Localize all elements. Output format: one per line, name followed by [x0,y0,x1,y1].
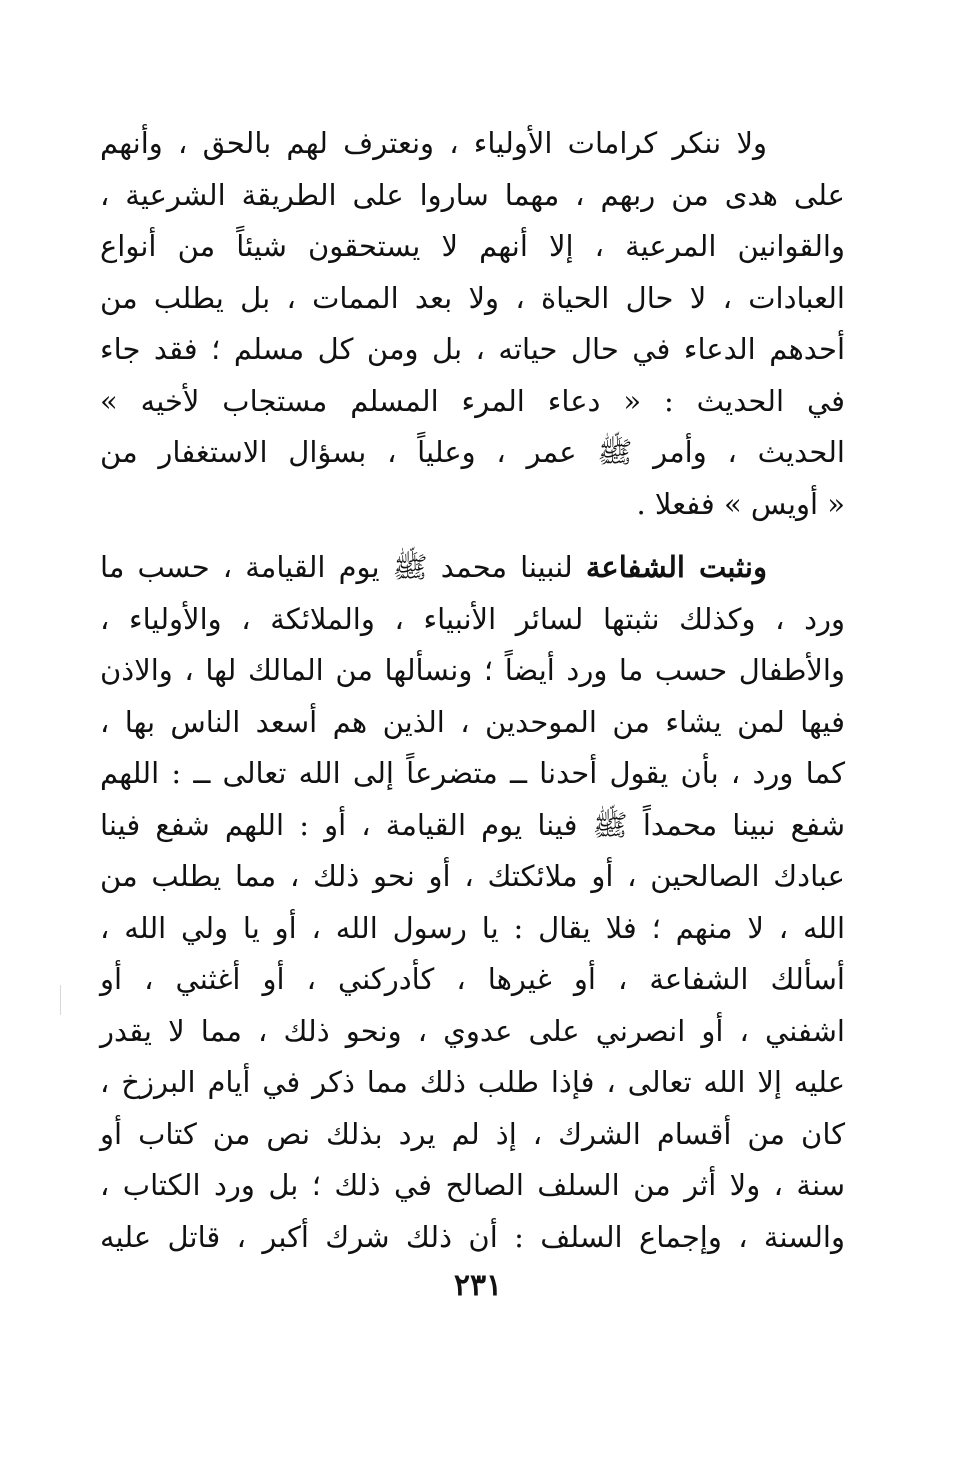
text-line: على هدى من ربهم ، مهما ساروا على الطريقة الشرعية ، [100,177,845,212]
text-line: والقوانين المرعية ، إلا أنهم لا يستحقون شيئاً من أنواع [100,229,845,263]
text-line: أسألك الشفاعة ، أو غيرها ، كأدركني ، أو أغثني ، أو [100,962,845,996]
paragraph-karamat [100,118,845,530]
scan-mark [60,985,61,1015]
text-line: كان من أقسام الشرك ، إذ لم يرد بذلك نص من كتاب أو [100,1116,845,1151]
text-line: فيها لمن يشاء من الموحدين ، الذين هم أسعد الناس بها ، [100,704,845,739]
text-line: عبادك الصالحين ، أو ملائكتك ، أو نحو ذلك ، مما يطلب من [100,859,845,893]
page-number: ٢٣١ [453,1268,503,1303]
text-line: العبادات ، لا حال الحياة ، ولا بعد الممات ، بل يطلب من [100,280,845,315]
text-line: كما ورد ، بأن يقول أحدنا ــ متضرعاً إلى الله تعالى ــ : اللهم [100,756,845,790]
text-line: أحدهم الدعاء في حال حياته ، بل ومن كل مسلم ؛ فقد جاء [100,332,845,366]
paragraph-lead-bold: ونثبت الشفاعة [585,550,767,584]
paragraph-shafaa [100,542,845,1263]
text-line: والسنة ، وإجماع السلف : أن ذلك شرك أكبر ، قاتل عليه [100,1219,845,1254]
text-line: عليه إلا الله تعالى ، فإذا طلب ذلك مما ذكر في أيام البرزخ ، [100,1065,845,1099]
text-line: « أويس » ففعلا . [636,486,845,521]
text-line [100,542,845,594]
paragraph-lead-rest: لنبينا محمد ﷺ يوم القيامة ، حسب ما [100,550,586,584]
text-line: في الحديث : « دعاء المرء المسلم مستجاب لأخيه » [100,383,845,418]
text-line: ورد ، وكذلك نثبتها لسائر الأنبياء ، والملائكة ، والأولياء ، [100,601,845,636]
text-line: اشفني ، أو انصرني على عدوي ، ونحو ذلك ، مما لا يقدر [100,1013,845,1048]
text-line: الله ، لا منهم ؛ فلا يقال : يا رسول الله ، أو يا ولي الله ، [100,910,845,945]
text-line: سنة ، ولا أثر من السلف الصالح في ذلك ؛ بل ورد الكتاب ، [100,1168,845,1202]
text-line: ولا ننكر كرامات الأولياء ، ونعترف لهم بالحق ، وأنهم [100,126,767,160]
text-line: والأطفال حسب ما ورد أيضاً ؛ ونسألها من المالك لها ، والاذن [100,653,845,687]
text-line: الحديث ، وأمر ﷺ عمر ، وعلياً ، بسؤال الاستغفار من [100,435,845,469]
text-line: شفع نبينا محمداً ﷺ فينا يوم القيامة ، أو : اللهم شفع فينا [100,807,845,842]
